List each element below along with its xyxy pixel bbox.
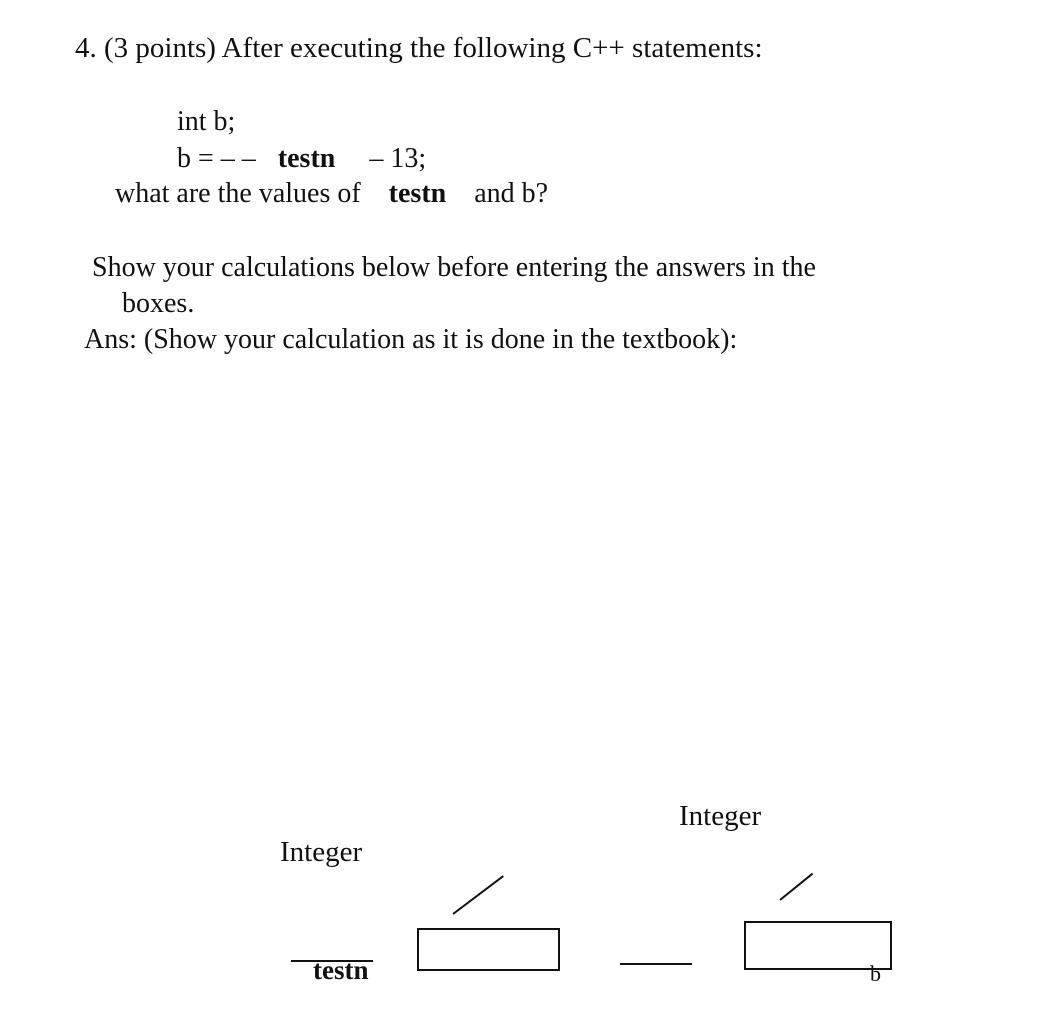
- code-line-assignment: [177, 145, 426, 173]
- right-variable-fragment: b: [870, 961, 881, 986]
- instruction-line-1: Show your calculations below before entering the answers in the: [92, 252, 816, 283]
- answer-heading: Ans: (Show your calculation as it is done in the textbook):: [84, 324, 738, 355]
- prompt-variable: testn: [388, 178, 447, 209]
- left-pointer-line: [452, 875, 504, 915]
- question-title: 4. (3 points) After executing the following C++ statements:: [75, 32, 763, 64]
- code-line-declaration: int b;: [177, 106, 236, 137]
- instruction-line-2: boxes.: [122, 288, 195, 319]
- testn-answer-box[interactable]: [417, 928, 560, 971]
- prompt-prefix: what are the values of: [115, 178, 361, 209]
- middle-divider-line: [620, 963, 692, 965]
- left-variable-label: testn: [313, 955, 369, 985]
- right-pointer-line: [779, 873, 813, 901]
- assignment-prefix: b = – –: [177, 143, 256, 174]
- question-prompt: [115, 180, 548, 208]
- assignment-suffix: – 13;: [369, 143, 427, 174]
- prompt-suffix: and b?: [474, 178, 549, 209]
- left-type-label: Integer: [280, 836, 363, 868]
- assignment-variable: testn: [277, 143, 336, 174]
- right-type-label: Integer: [679, 800, 762, 832]
